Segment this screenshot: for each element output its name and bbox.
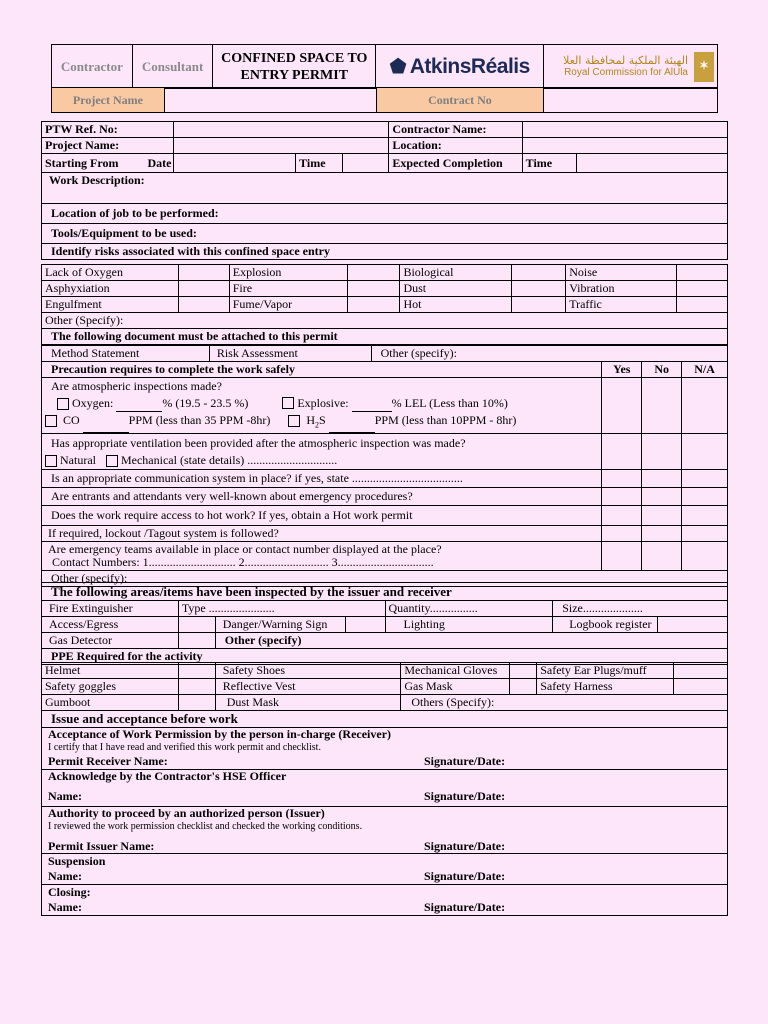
acceptance-section — [42, 728, 728, 770]
authority-title: Authority to proceed by an authorized person (Issuer) — [48, 806, 325, 820]
hot-work-question: Does the work require access to hot work? If yes, obtain a Hot work permit — [42, 506, 602, 526]
ppe-item: Dust Mask — [215, 695, 401, 711]
risk-check[interactable] — [347, 265, 400, 281]
starting-from-label: Starting From Date — [42, 154, 174, 173]
closing-signature-label: Signature/Date: — [424, 900, 506, 914]
suspension-section — [42, 854, 728, 885]
contact-numbers[interactable]: Contact Numbers: 1............................. 2............................ 3................................ — [52, 555, 434, 570]
ppe-others-field[interactable]: Others (Specify): — [401, 695, 728, 711]
ppe-item: Gumboot — [42, 695, 179, 711]
risk-assessment-item[interactable]: Risk Assessment — [209, 346, 371, 362]
location-label: Location: — [389, 138, 522, 154]
vent-na[interactable] — [682, 434, 728, 470]
risk-item: Biological — [400, 265, 512, 281]
vent-yes[interactable] — [602, 434, 642, 470]
danger-sign-label: Danger/Warning Sign — [215, 617, 345, 633]
fire-type-field[interactable]: Type ...................... — [178, 601, 385, 617]
issue-title: Issue and acceptance before work — [42, 711, 728, 728]
oxygen-blank[interactable] — [116, 402, 162, 412]
ppe-item: Reflective Vest — [215, 679, 401, 695]
risk-item: Traffic — [566, 297, 677, 313]
risk-item: Explosion — [229, 265, 347, 281]
explosive-checkbox[interactable] — [282, 397, 294, 409]
acceptance-title: Acceptance of Work Permission by the person in-charge (Receiver) — [48, 727, 392, 741]
risks-other-field[interactable]: Other (Specify): — [42, 313, 728, 329]
risk-check[interactable] — [677, 281, 728, 297]
rc-arabic-text: الهيئة الملكية لمحافظة العلا — [563, 54, 688, 67]
emergency-question — [42, 542, 602, 571]
natural-label: Natural — [60, 452, 96, 467]
receiver-name-label: Permit Receiver Name: — [48, 754, 168, 768]
h2s-range: PPM (less than 10PPM - 8hr) — [374, 413, 517, 427]
ptw-ref-label: PTW Ref. No: — [42, 122, 174, 138]
atkins-mark-icon: ⬟ — [389, 54, 407, 78]
ventilation-question-text: Has appropriate ventilation been provided after the atmospheric inspection was made? — [51, 435, 466, 450]
hse-name-label: Name: — [48, 789, 82, 803]
ppe-check[interactable] — [510, 663, 537, 679]
authority-note: I reviewed the work permission checklist and checked the working conditions. — [48, 821, 363, 832]
consultant-label: Consultant — [132, 45, 213, 89]
rc-english-text: Royal Commission for AlUla — [564, 67, 688, 78]
project-name-form-label: Project Name: — [42, 138, 174, 154]
header-table — [51, 44, 718, 89]
danger-check[interactable] — [345, 617, 385, 633]
risks-title: Identify risks associated with this confined space entry — [42, 244, 728, 260]
natural-checkbox[interactable] — [45, 455, 57, 467]
explosive-blank[interactable] — [352, 402, 392, 412]
ptw-ref-field[interactable] — [173, 122, 389, 138]
entrants-na[interactable] — [682, 488, 728, 506]
entrants-question: Are entrants and attendants very well-known about emergency procedures? — [42, 488, 602, 506]
h2s-subscript: 2 — [315, 420, 320, 430]
ppe-item: Helmet — [42, 663, 179, 679]
risk-check[interactable] — [347, 297, 400, 313]
atmospheric-question-text: Are atmospheric inspections made? — [51, 379, 222, 393]
risk-check[interactable] — [677, 297, 728, 313]
ppe-check[interactable] — [674, 663, 728, 679]
issuer-row[interactable] — [48, 840, 724, 853]
project-name-form-field[interactable] — [173, 138, 389, 154]
ppe-item: Safety Shoes — [215, 663, 401, 679]
risk-check[interactable] — [178, 297, 229, 313]
suspension-signature-label: Signature/Date: — [424, 869, 506, 883]
oxygen-label: Oxygen: — [72, 396, 114, 410]
contract-no-label: Contract No — [376, 88, 544, 113]
emergency-na[interactable] — [682, 542, 728, 571]
risk-check[interactable] — [347, 281, 400, 297]
yes-header: Yes — [602, 362, 642, 378]
ppe-item: Mechanical Gloves — [401, 663, 510, 679]
emergency-no[interactable] — [642, 542, 682, 571]
ppe-item: Safety Ear Plugs/muff — [537, 663, 674, 679]
entrants-no[interactable] — [642, 488, 682, 506]
access-egress-label: Access/Egress — [42, 617, 179, 633]
inspected-table — [41, 582, 728, 665]
h2s-label: H — [306, 413, 316, 427]
saudi-seal-icon: ✶ — [694, 52, 714, 82]
atmospheric-question — [42, 378, 602, 434]
comm-no[interactable] — [642, 470, 682, 488]
communication-question: Is an appropriate communication system in place? if yes, state ..................................... — [42, 470, 602, 488]
expected-completion-label: Expected Completion — [389, 154, 522, 173]
start-time-label: Time — [296, 154, 343, 173]
na-header: N/A — [682, 362, 728, 378]
lockout-no[interactable] — [642, 526, 682, 542]
hse-row[interactable] — [48, 790, 724, 803]
entrants-yes[interactable] — [602, 488, 642, 506]
atmos-yes[interactable] — [602, 378, 642, 434]
closing-title: Closing: — [48, 885, 91, 899]
vent-no[interactable] — [642, 434, 682, 470]
co-checkbox[interactable] — [45, 415, 57, 427]
header-project-row — [51, 87, 718, 113]
start-time-field[interactable] — [342, 154, 389, 173]
risk-check[interactable] — [677, 265, 728, 281]
fire-quantity-field[interactable]: Quantity................ — [385, 601, 553, 617]
issuer-signature-label: Signature/Date: — [424, 839, 506, 853]
permit-form — [41, 121, 728, 260]
comm-na[interactable] — [682, 470, 728, 488]
emergency-question-text: Are emergency teams available in place or contact number displayed at the place? — [48, 542, 442, 557]
closing-row[interactable] — [48, 900, 724, 915]
risk-item: Asphyxiation — [42, 281, 179, 297]
end-time-field[interactable] — [577, 154, 728, 173]
form-title: CONFINED SPACE TO ENTRY PERMIT — [213, 45, 376, 89]
risk-check[interactable] — [512, 265, 566, 281]
co-range: PPM (less than 35 PPM -8hr) — [128, 413, 271, 427]
work-description-field[interactable]: Work Description: — [42, 173, 728, 204]
ppe-check[interactable] — [178, 695, 215, 711]
precautions-table — [41, 361, 728, 587]
ppe-item: Safety goggles — [42, 679, 179, 695]
inspected-title: The following areas/items have been inspected by the issuer and receiver — [42, 583, 728, 601]
receiver-signature-label: Signature/Date: — [424, 754, 506, 768]
documents-table — [41, 345, 728, 362]
hse-signature-label: Signature/Date: — [424, 789, 506, 803]
explosive-range: % LEL (Less than 10%) — [391, 396, 508, 410]
ppe-check[interactable] — [674, 679, 728, 695]
risks-table — [41, 264, 728, 345]
lockout-yes[interactable] — [602, 526, 642, 542]
ppe-check[interactable] — [178, 679, 215, 695]
risk-check[interactable] — [512, 281, 566, 297]
gas-detector-label: Gas Detector — [42, 633, 179, 649]
oxygen-checkbox[interactable] — [57, 398, 69, 410]
ppe-item: Safety Harness — [537, 679, 674, 695]
oxygen-range: % (19.5 - 23.5 %) — [162, 396, 249, 410]
risk-item: Fume/Vapor — [229, 297, 347, 313]
atmos-no[interactable] — [642, 378, 682, 434]
risk-item: Fire — [229, 281, 347, 297]
location-job-field[interactable]: Location of job to be performed: — [42, 204, 728, 224]
contractor-label: Contractor — [52, 45, 133, 89]
precautions-other-field[interactable]: Other (specify): — [42, 571, 728, 587]
suspension-title: Suspension — [48, 854, 106, 868]
hot-no[interactable] — [642, 506, 682, 526]
co-label: CO — [63, 413, 80, 427]
date-label: Date — [147, 155, 172, 170]
project-name-field[interactable] — [164, 88, 376, 113]
risk-item: Engulfment — [42, 297, 179, 313]
lockout-question: If required, lockout /Tagout system is followed? — [42, 526, 602, 542]
atkins-logo-text: AtkinsRéalis — [409, 55, 530, 78]
co-blank[interactable] — [83, 423, 129, 433]
inspected-other-field[interactable]: Other (specify) — [215, 633, 727, 649]
acceptance-note: I certify that I have read and verified this work permit and checklist. — [48, 742, 321, 753]
logbook-check[interactable] — [658, 617, 728, 633]
explosive-label: Explosive: — [297, 396, 349, 410]
logbook-label: Logbook register — [553, 617, 658, 633]
start-date-field[interactable] — [173, 154, 296, 173]
suspension-name-label: Name: — [48, 869, 82, 883]
risk-check[interactable] — [512, 297, 566, 313]
closing-section — [42, 885, 728, 916]
ppe-title: PPE Required for the activity — [42, 649, 728, 665]
emergency-yes[interactable] — [602, 542, 642, 571]
mechanical-checkbox[interactable] — [106, 455, 118, 467]
risk-check[interactable] — [178, 281, 229, 297]
hse-title: Acknowledge by the Contractor's HSE Officer — [48, 769, 287, 783]
docs-other-field[interactable]: Other (specify): — [371, 346, 727, 362]
suspension-row[interactable] — [48, 869, 724, 884]
hse-section — [42, 770, 728, 807]
issuer-name-label: Permit Issuer Name: — [48, 839, 155, 853]
lighting-label: Lighting — [385, 617, 553, 633]
ppe-item: Gas Mask — [401, 679, 510, 695]
documents-title: The following document must be attached to this permit — [42, 329, 728, 345]
closing-name-label: Name: — [48, 900, 82, 914]
ventilation-question — [42, 434, 602, 470]
location-field[interactable] — [522, 138, 727, 154]
risk-item: Vibration — [566, 281, 677, 297]
risk-check[interactable] — [178, 265, 229, 281]
ppe-check[interactable] — [510, 679, 537, 695]
fire-extinguisher-label: Fire Extinguisher — [42, 601, 179, 617]
hot-na[interactable] — [682, 506, 728, 526]
ppe-table — [41, 662, 728, 711]
fire-size-field[interactable]: Size.................... — [553, 601, 728, 617]
end-time-label: Time — [522, 154, 577, 173]
project-name-label: Project Name — [52, 88, 165, 113]
atkins-logo — [376, 45, 544, 89]
risk-item: Dust — [400, 281, 512, 297]
h2s-label-s: S — [319, 413, 326, 427]
contractor-name-label: Contractor Name: — [389, 122, 522, 138]
ppe-check[interactable] — [178, 663, 215, 679]
atmos-na[interactable] — [682, 378, 728, 434]
gas-detector-check[interactable] — [178, 633, 215, 649]
royal-commission-logo — [544, 45, 718, 89]
issue-table — [41, 710, 728, 916]
risk-item: Noise — [566, 265, 677, 281]
access-check[interactable] — [178, 617, 215, 633]
no-header: No — [642, 362, 682, 378]
comm-yes[interactable] — [602, 470, 642, 488]
contract-no-field[interactable] — [544, 88, 718, 113]
precautions-title: Precaution requires to complete the work safely — [42, 362, 602, 378]
authority-section — [42, 807, 728, 854]
lockout-na[interactable] — [682, 526, 728, 542]
h2s-checkbox[interactable] — [288, 415, 300, 427]
contractor-name-field[interactable] — [522, 122, 727, 138]
hot-yes[interactable] — [602, 506, 642, 526]
mechanical-label: Mechanical (state details) .............................. — [120, 452, 338, 467]
receiver-row[interactable] — [48, 755, 724, 768]
risk-item: Hot — [400, 297, 512, 313]
tools-field[interactable]: Tools/Equipment to be used: — [42, 224, 728, 244]
method-statement-item[interactable]: Method Statement — [42, 346, 210, 362]
h2s-blank[interactable] — [329, 423, 375, 433]
risk-item: Lack of Oxygen — [42, 265, 179, 281]
